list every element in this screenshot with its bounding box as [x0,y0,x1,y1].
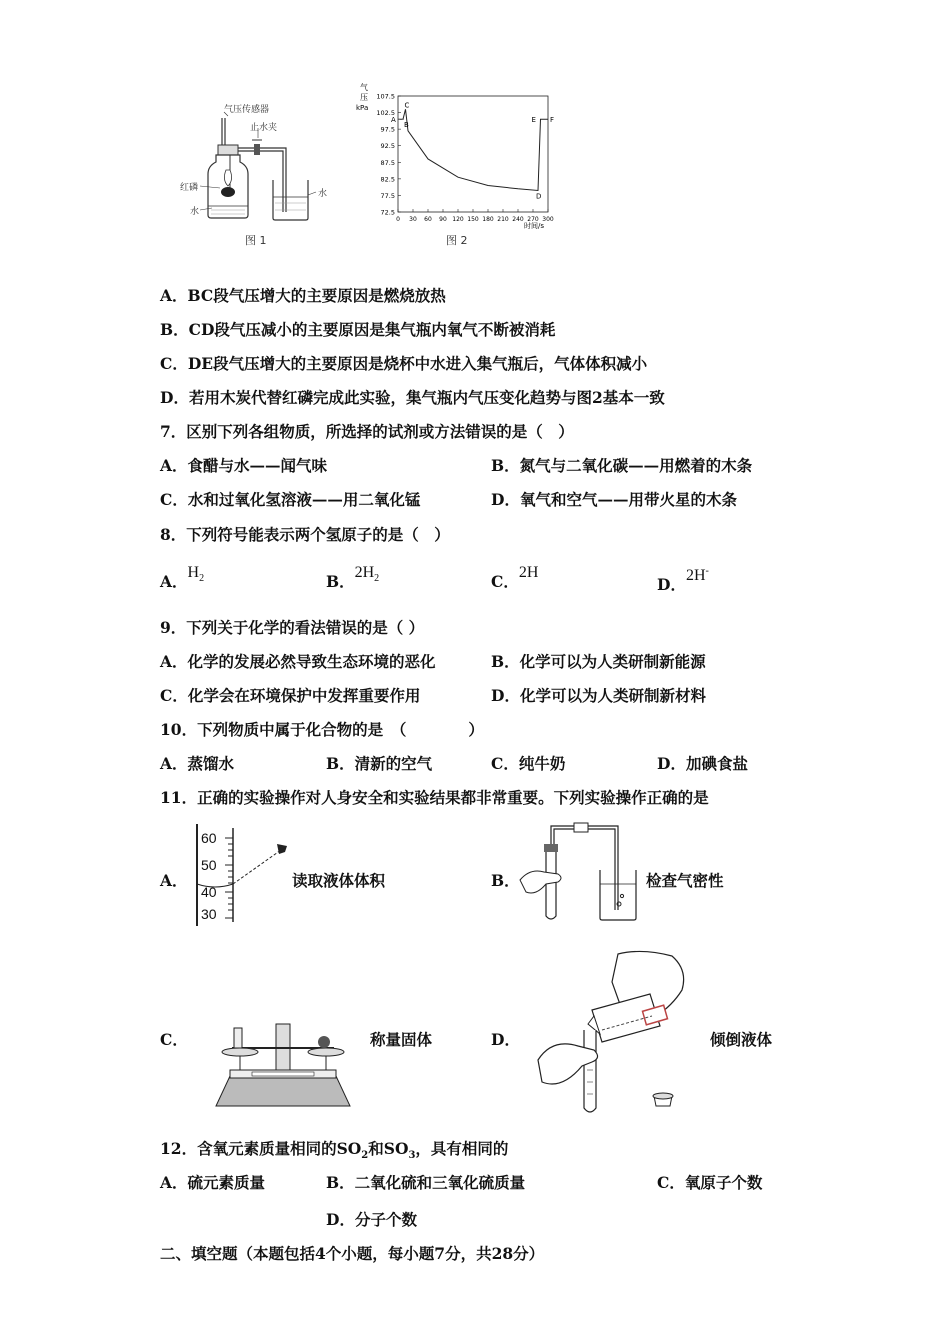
q10-option-a[interactable]: A．蒸馏水 [160,754,235,773]
q6-b-letter: B． [160,320,189,339]
label-stop-clamp: 止水夹 [250,123,278,133]
y-tick-label: 87.5 [380,158,395,167]
q7-stem: 7．区别下列各组物质，所选择的试剂或方法错误的是（ ） [160,422,574,441]
label-pressure-sensor: 气压传感器 [224,105,270,115]
q12-stem-post: ，具有相同的 [415,1139,509,1158]
y-tick-label: 97.5 [380,125,395,134]
x-tick-label: 60 [424,216,432,223]
y-tick-label: 82.5 [380,175,395,184]
q11-option-c-letter[interactable]: C． [160,1030,188,1049]
q7-option-d[interactable]: D．氧气和空气——用带火星的木条 [491,490,737,509]
q6-d-letter: D． [160,388,189,407]
x-tick-label: 300 [542,216,554,223]
q11-b-label: 检查气密性 [646,871,724,890]
q9-option-b[interactable]: B．化学可以为人类研制新能源 [491,652,706,671]
q12-option-b[interactable]: B．二氧化硫和三氧化硫质量 [326,1173,526,1192]
y-tick-label: 107.5 [376,92,395,101]
q8-a-base: H [187,564,200,581]
q10-option-b[interactable]: B．清新的空气 [326,754,433,773]
q9-option-a[interactable]: A．化学的发展必然导致生态环境的恶化 [160,652,436,671]
q10-stem: 10．下列物质中属于化合物的是 （ ） [160,720,484,739]
label-red-phosphorus: 红磷 [180,183,199,193]
q12-option-c[interactable]: C．氧原子个数 [657,1173,763,1192]
q6-c-letter: C． [160,354,188,373]
q11-option-b-letter[interactable]: B． [491,871,520,890]
airtightness-drawing [516,820,646,926]
y-tick-label: 92.5 [380,142,395,151]
balance-drawing [212,1016,354,1108]
figure-2-caption: 图 2 [446,234,468,247]
q6-option-a[interactable] [160,286,446,306]
y-axis-label-3: kPa [356,104,369,112]
cylinder-mark-50: 50 [201,857,217,873]
q8-d-letter: D． [657,575,686,595]
q12-stem-mid: 和SO [368,1139,409,1158]
q8-stem: 8．下列符号能表示两个氢原子的是（ ） [160,525,450,544]
q12-stem-pre: 12．含氧元素质量相同的SO [160,1139,362,1158]
figure-2 [352,78,567,238]
q6-b-text: CD段气压减小的主要原因是集气瓶内氧气不断被消耗 [188,320,556,339]
q8-d-formula [686,567,709,584]
x-tick-label: 90 [439,216,447,223]
point-c-label: C [404,101,410,110]
q8-option-a[interactable] [160,562,204,589]
q10-option-d[interactable]: D．加碘食盐 [657,754,748,773]
q12-stem-sub2: 3 [408,1150,416,1162]
y-axis-label-1: 气 [360,83,368,92]
q8-b-base: 2H [354,564,375,581]
cylinder-mark-40: 40 [201,884,217,900]
x-tick-label: 150 [467,216,479,223]
q10-option-c[interactable]: C．纯牛奶 [491,754,566,773]
x-axis-label: 时间/s [524,222,545,230]
x-tick-label: 30 [409,216,417,223]
q8-c-formula: 2H [518,564,539,581]
airtightness-illustration [516,820,646,926]
q8-d-base: 2H [685,567,706,585]
q12-option-a[interactable]: A．硫元素质量 [160,1173,266,1192]
figure-1-caption: 图 1 [245,234,267,247]
cylinder-mark-60: 60 [201,830,217,846]
point-d-label: D [536,192,542,201]
q11-option-d-letter[interactable]: D． [491,1030,520,1049]
q6-option-d[interactable] [160,388,665,408]
label-water-right: 水 [318,189,328,199]
x-tick-label: 120 [452,216,464,223]
q9-stem: 9．下列关于化学的看法错误的是（ ） [160,618,425,637]
q8-a-sub: 2 [199,573,205,585]
q6-option-b[interactable] [160,320,555,340]
graduated-cylinder-illustration [193,822,293,928]
point-a-label: A [391,116,396,125]
q6-a-text: BC段气压增大的主要原因是燃烧放热 [187,286,446,305]
q8-option-d[interactable] [657,562,709,595]
q6-a-letter: A． [160,286,188,305]
point-b-label: B [404,121,409,130]
q12-stem [160,1139,508,1166]
q11-a-label: 读取液体体积 [292,871,386,890]
q7-option-a[interactable]: A．食醋与水——闻气味 [160,456,328,475]
pressure-series-line [398,109,548,190]
section-2-heading: 二、填空题（本题包括4个小题，每小题7分，共28分） [160,1244,545,1263]
q9-option-c[interactable]: C．化学会在环境保护中发挥重要作用 [160,686,421,705]
x-tick-label: 270 [527,216,539,223]
q8-d-sup: - [705,566,709,577]
q8-a-letter: A． [160,572,188,591]
q8-c-letter: C． [491,572,519,591]
point-e-label: E [531,116,536,125]
label-water-left: 水 [190,207,200,217]
x-tick-label: 0 [396,216,400,223]
figure-1 [178,100,338,250]
q6-d-text: 若用木炭代替红磷完成此实验，集气瓶内气压变化趋势与图2基本一致 [188,388,665,407]
pouring-drawing [532,950,692,1118]
q8-a-formula [187,564,205,585]
x-tick-label: 210 [497,216,509,223]
pressure-chart [352,78,567,238]
q7-option-b[interactable]: B．氮气与二氧化碳——用燃着的木条 [491,456,753,475]
point-f-label: F [550,116,555,125]
cylinder-mark-30: 30 [201,906,217,922]
q8-option-c[interactable] [491,562,539,591]
balance-illustration [212,1016,354,1108]
q11-option-a-letter[interactable]: A． [160,871,188,890]
y-tick-label: 72.5 [380,208,395,217]
x-tick-label: 240 [512,216,524,223]
pouring-illustration [532,950,692,1118]
q6-c-text: DE段气压增大的主要原因是烧杯中水进入集气瓶后，气体体积减小 [187,354,648,373]
q11-stem: 11．正确的实验操作对人身安全和实验结果都非常重要。下列实验操作正确的是 [160,788,709,807]
q11-c-label: 称量固体 [370,1030,433,1049]
q8-b-letter: B． [326,572,355,591]
q8-option-b[interactable] [326,562,379,589]
y-axis-label-2: 压 [360,93,368,102]
q6-option-c[interactable] [160,354,647,374]
q12-option-d[interactable]: D．分子个数 [326,1210,417,1229]
chart-frame [398,96,548,212]
q8-b-sub: 2 [374,573,380,585]
q12-stem-sub1: 2 [361,1150,369,1162]
q9-option-d[interactable]: D．化学可以为人类研制新材料 [491,686,706,705]
y-tick-label: 77.5 [380,191,395,200]
y-tick-label: 102.5 [376,109,395,118]
q8-b-formula [354,564,380,585]
q7-option-c[interactable]: C．水和过氧化氢溶液——用二氧化锰 [160,490,421,509]
x-tick-label: 180 [482,216,494,223]
q11-d-label: 倾倒液体 [710,1030,773,1049]
